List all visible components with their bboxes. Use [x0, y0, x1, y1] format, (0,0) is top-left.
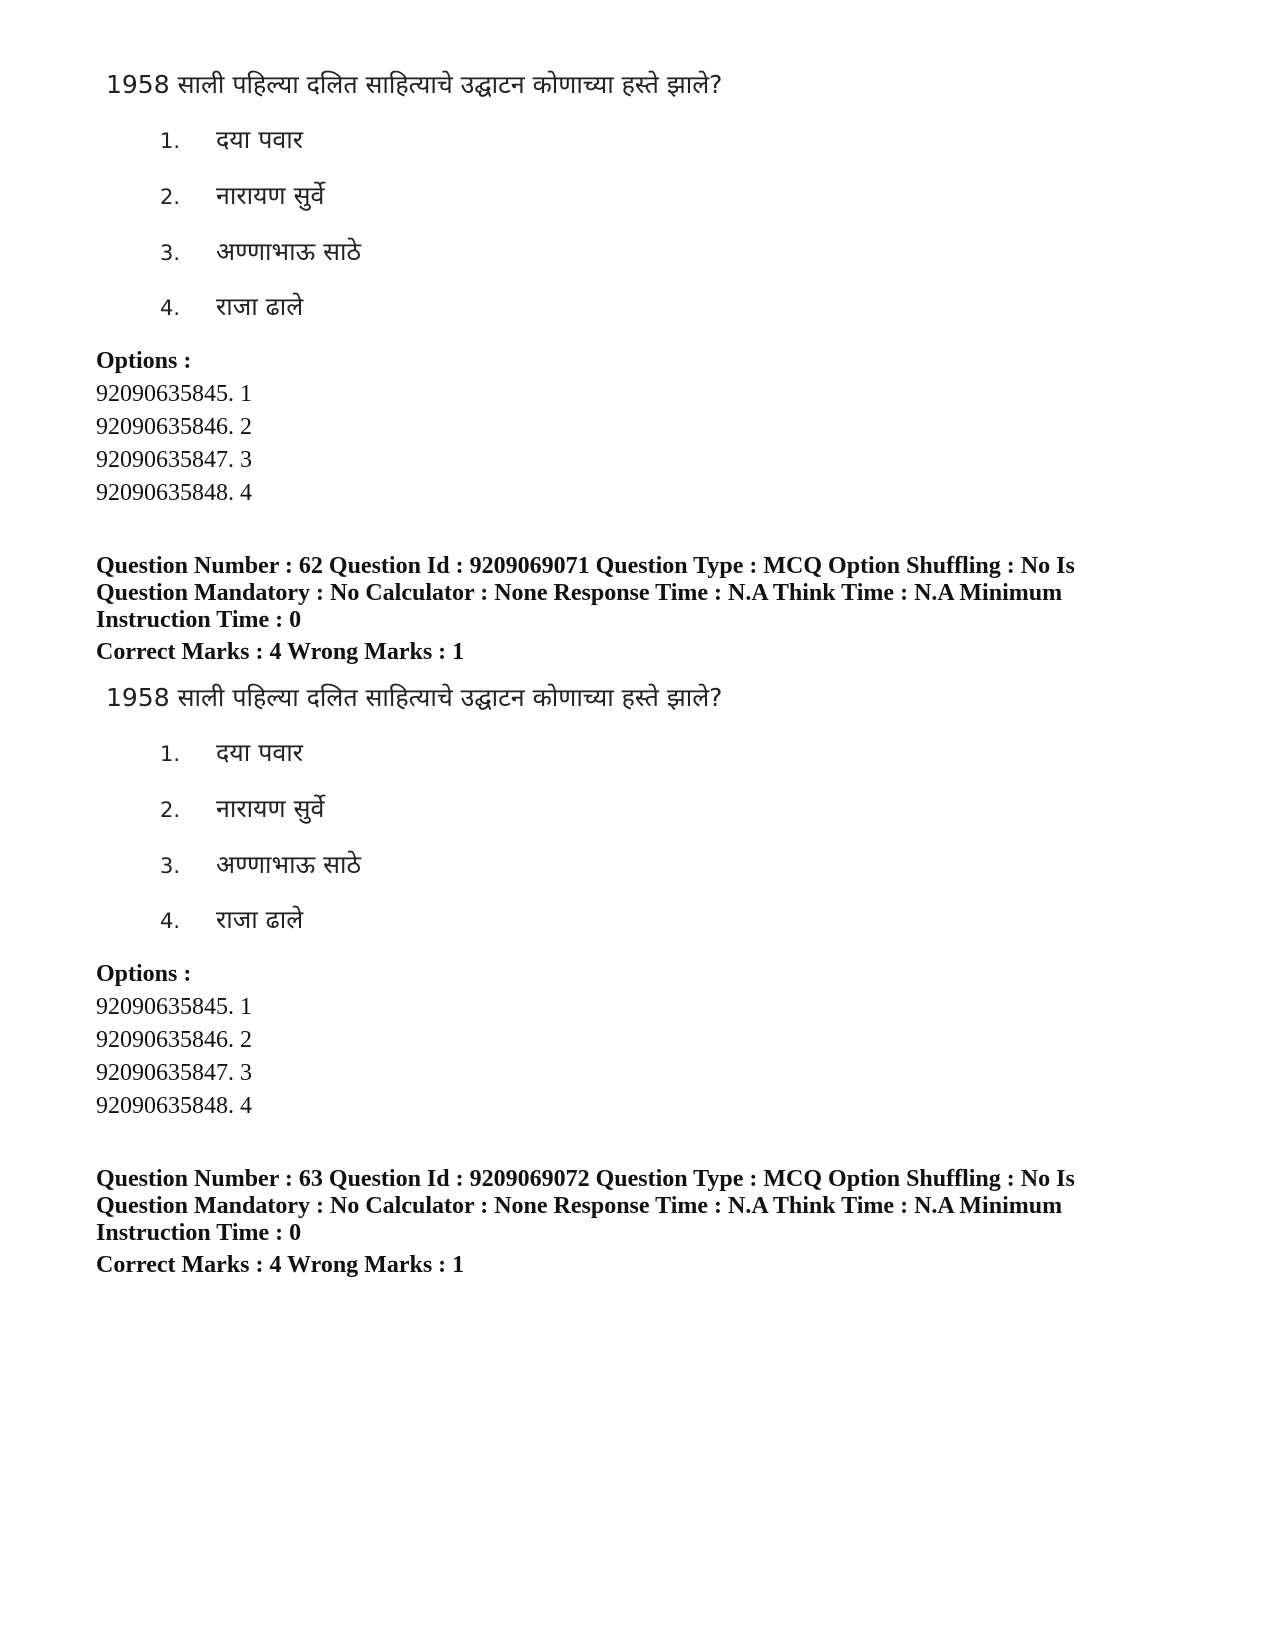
option-line-2-2: 92090635846. 2: [96, 1027, 252, 1053]
choice-text: अण्णाभाऊ साठे: [216, 850, 362, 879]
meta-line-3: Instruction Time : 0: [96, 607, 302, 633]
choice-number: 2.: [160, 798, 181, 822]
question-text-2: 1958 साली पहिल्या दलित साहित्याचे उद्घाटन कोणाच्या हस्ते झाले?: [106, 683, 723, 712]
meta-line-1: Question Number : 62 Question Id : 9209069071 Question Type : MCQ Option Shuffling : No Is: [96, 553, 1075, 579]
choice-number: 4.: [160, 296, 181, 320]
meta-line-2: Question Mandatory : No Calculator : None Response Time : N.A Think Time : N.A Minimum: [96, 1193, 1063, 1219]
choice-text: दया पवार: [216, 738, 303, 767]
meta-line-1: Question Number : 63 Question Id : 9209069072 Question Type : MCQ Option Shuffling : No Is: [96, 1166, 1075, 1192]
choice-text: राजा ढाले: [216, 905, 304, 934]
question-choice-1-1: [160, 122, 303, 162]
choice-text: नारायण सुर्वे: [216, 794, 325, 823]
choice-number: 2.: [160, 185, 181, 209]
option-line-1-1: 92090635845. 1: [96, 381, 252, 407]
choice-number: 3.: [160, 854, 181, 878]
question-choice-2-2: [160, 791, 324, 831]
question-choice-2-4: [160, 902, 303, 942]
choice-number: 4.: [160, 909, 181, 933]
option-line-2-3: 92090635847. 3: [96, 1060, 252, 1086]
question-text-1: 1958 साली पहिल्या दलित साहित्याचे उद्घाटन कोणाच्या हस्ते झाले?: [106, 70, 723, 99]
option-line-2-1: 92090635845. 1: [96, 994, 252, 1020]
question-62-marks: Correct Marks : 4 Wrong Marks : 1: [96, 639, 465, 665]
choice-number: 1.: [160, 129, 181, 153]
option-line-1-3: 92090635847. 3: [96, 447, 252, 473]
choice-text: राजा ढाले: [216, 292, 304, 321]
choice-number: 1.: [160, 742, 181, 766]
question-choice-1-4: [160, 289, 303, 329]
option-line-1-2: 92090635846. 2: [96, 414, 252, 440]
option-line-1-4: 92090635848. 4: [96, 480, 252, 506]
question-choice-1-2: [160, 178, 324, 218]
options-heading-2: Options :: [96, 961, 192, 987]
options-heading-1: Options :: [96, 348, 192, 374]
question-63-meta: [96, 1166, 1196, 1247]
choice-text: अण्णाभाऊ साठे: [216, 237, 362, 266]
question-choice-2-3: [160, 847, 361, 887]
choice-text: नारायण सुर्वे: [216, 181, 325, 210]
meta-line-2: Question Mandatory : No Calculator : None Response Time : N.A Think Time : N.A Minimum: [96, 580, 1063, 606]
question-choice-2-1: [160, 735, 303, 775]
meta-line-3: Instruction Time : 0: [96, 1220, 302, 1246]
choice-text: दया पवार: [216, 125, 303, 154]
question-63-marks: Correct Marks : 4 Wrong Marks : 1: [96, 1252, 465, 1278]
question-choice-1-3: [160, 234, 361, 274]
question-62-meta: [96, 553, 1196, 634]
choice-number: 3.: [160, 241, 181, 265]
option-line-2-4: 92090635848. 4: [96, 1093, 252, 1119]
